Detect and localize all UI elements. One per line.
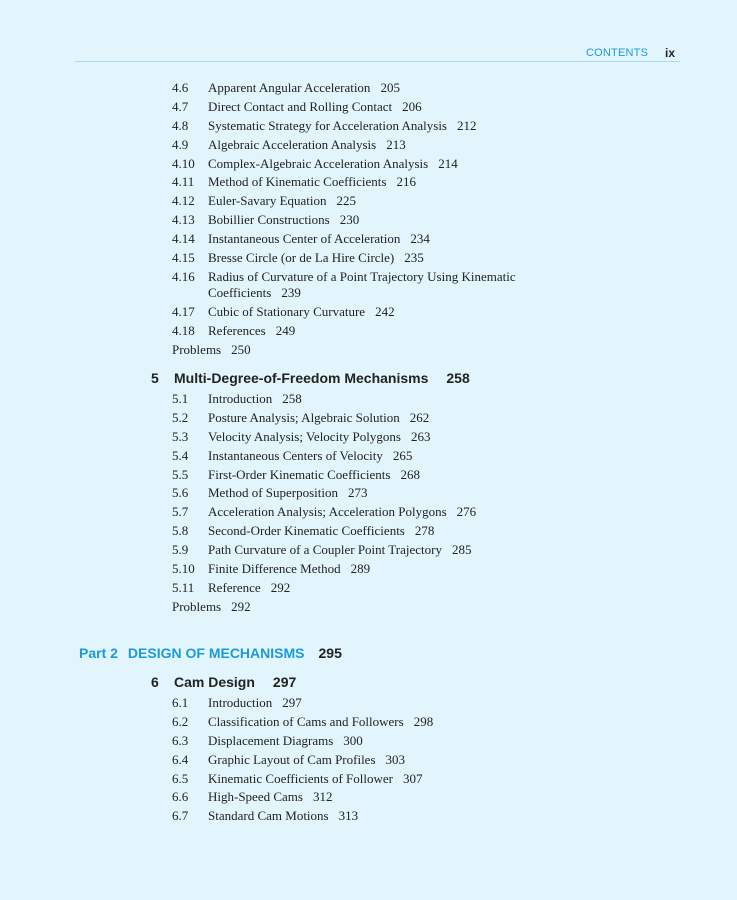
running-head-label: CONTENTS xyxy=(586,47,649,59)
toc-entry[interactable]: 4.15 Bresse Circle (or de La Hire Circle) 235 xyxy=(172,250,424,265)
toc-entry[interactable]: 6.5 Kinematic Coefficients of Follower 307 xyxy=(172,771,423,786)
chapter-heading[interactable]: 5 Multi-Degree-of-Freedom Mechanisms 258 xyxy=(151,370,470,386)
page-number: ix xyxy=(665,46,676,60)
toc-entry[interactable]: 4.7 Direct Contact and Rolling Contact 206 xyxy=(172,99,422,114)
toc-entry[interactable]: 5.4 Instantaneous Centers of Velocity 265 xyxy=(172,448,413,463)
toc-entry[interactable]: 4.8 Systematic Strategy for Acceleration Analysis 212 xyxy=(172,118,477,133)
toc-entry[interactable]: 4.16 Radius of Curvature of a Point Trajectory Using Kinematic Coefficients 239 xyxy=(172,269,516,300)
toc-entry[interactable]: 5.7 Acceleration Analysis; Acceleration Polygons 276 xyxy=(172,504,477,519)
toc-entry[interactable]: 5.11 Reference 292 xyxy=(172,580,291,595)
toc-entry[interactable]: 4.12 Euler-Savary Equation 225 xyxy=(172,193,357,208)
toc-entry[interactable]: 5.10 Finite Difference Method 289 xyxy=(172,561,371,576)
toc-entry[interactable]: 5.5 First-Order Kinematic Coefficients 268 xyxy=(172,467,420,482)
toc-entry[interactable]: 5.2 Posture Analysis; Algebraic Solution 262 xyxy=(172,410,430,425)
toc-entry[interactable]: 5.1 Introduction 258 xyxy=(172,391,302,406)
toc-entry[interactable]: 5.3 Velocity Analysis; Velocity Polygons 263 xyxy=(172,429,431,444)
toc-entry[interactable]: 4.17 Cubic of Stationary Curvature 242 xyxy=(172,304,395,319)
toc-entry[interactable]: 6.6 High-Speed Cams 312 xyxy=(172,789,333,804)
part-heading[interactable]: Part 2 DESIGN OF MECHANISMS 295 xyxy=(79,645,342,661)
toc-problems[interactable]: Problems 250 xyxy=(172,342,251,357)
chapter-heading[interactable]: 6 Cam Design 297 xyxy=(151,674,297,690)
toc-entry[interactable]: 4.13 Bobillier Constructions 230 xyxy=(172,212,360,227)
toc-problems[interactable]: Problems 292 xyxy=(172,599,251,614)
toc-entry[interactable]: 4.18 References 249 xyxy=(172,323,296,338)
toc-entry[interactable]: 6.3 Displacement Diagrams 300 xyxy=(172,733,363,748)
toc-entry[interactable]: 5.9 Path Curvature of a Coupler Point Trajectory 285 xyxy=(172,542,472,557)
toc-entry[interactable]: 5.8 Second-Order Kinematic Coefficients 278 xyxy=(172,523,435,538)
toc-entry[interactable]: 6.2 Classification of Cams and Followers 298 xyxy=(172,714,434,729)
header-rule xyxy=(75,61,680,62)
toc-entry[interactable]: 6.7 Standard Cam Motions 313 xyxy=(172,808,359,823)
toc-entry[interactable]: 6.1 Introduction 297 xyxy=(172,695,302,710)
toc-entry[interactable]: 4.10 Complex-Algebraic Acceleration Analysis 214 xyxy=(172,156,458,171)
toc-entry[interactable]: 4.11 Method of Kinematic Coefficients 216 xyxy=(172,174,416,189)
toc-entry[interactable]: 5.6 Method of Superposition 273 xyxy=(172,485,368,500)
toc-entry[interactable]: 4.9 Algebraic Acceleration Analysis 213 xyxy=(172,137,406,152)
toc-entry[interactable]: 6.4 Graphic Layout of Cam Profiles 303 xyxy=(172,752,406,767)
toc-entry[interactable]: 4.6 Apparent Angular Acceleration 205 xyxy=(172,80,400,95)
toc-entry[interactable]: 4.14 Instantaneous Center of Acceleration 234 xyxy=(172,231,430,246)
